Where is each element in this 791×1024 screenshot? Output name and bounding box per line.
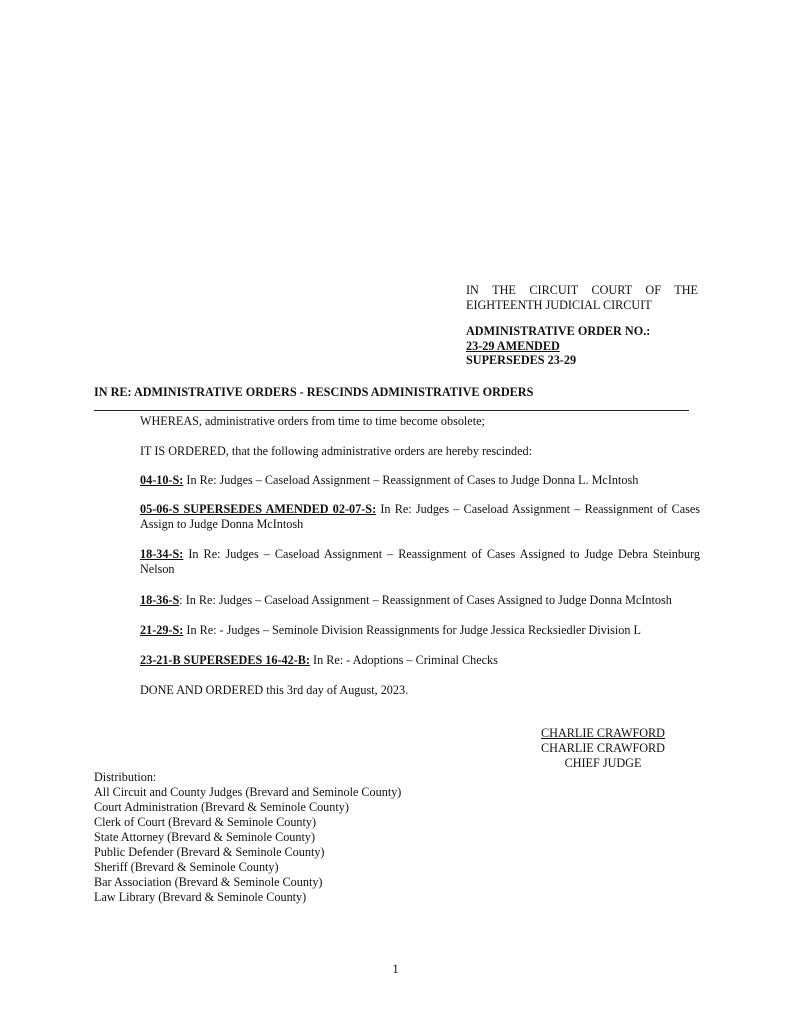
order-code: 05-06-S SUPERSEDES AMENDED 02-07-S:	[140, 502, 377, 516]
order-description: : In Re: Judges – Caseload Assignment – Reassignment of Cases Assigned to Judge Donna McIntosh	[179, 593, 672, 607]
list-item: Sheriff (Brevard & Seminole County)	[94, 860, 279, 874]
rescinded-order-item	[140, 593, 700, 608]
ordered-paragraph: IT IS ORDERED, that the following administrative orders are hereby rescinded:	[140, 444, 533, 458]
order-label: ADMINISTRATIVE ORDER NO.:	[466, 324, 651, 338]
signed-name: CHARLIE CRAWFORD	[541, 726, 665, 740]
list-item: Court Administration (Brevard & Seminole County)	[94, 800, 349, 814]
order-description: In Re: - Adoptions – Criminal Checks	[309, 653, 498, 667]
distribution-list	[94, 770, 401, 905]
order-code: 04-10-S:	[140, 473, 184, 487]
list-item: State Attorney (Brevard & Seminole County)	[94, 830, 316, 844]
order-description: In Re: Judges – Caseload Assignment – Reassignment of Cases Assigned to Judge Debra Steinburg Nelson	[140, 547, 700, 576]
page-number: 1	[392, 962, 399, 976]
heading-divider	[94, 410, 689, 411]
list-item: All Circuit and County Judges (Brevard and Seminole County)	[94, 785, 402, 799]
list-item: Law Library (Brevard & Seminole County)	[94, 890, 307, 904]
order-description: In Re: Judges – Caseload Assignment – Reassignment of Cases Assign to Judge Donna McIntosh	[140, 502, 700, 531]
order-number: 23-29 AMENDED	[466, 338, 560, 353]
order-description: In Re: Judges – Caseload Assignment – Reassignment of Cases to Judge Donna L. McIntosh	[183, 473, 639, 487]
order-number-block	[466, 324, 650, 368]
list-item: Public Defender (Brevard & Seminole County)	[94, 845, 325, 859]
distribution-heading: Distribution:	[94, 770, 157, 784]
circuit-name-line: EIGHTEENTH JUDICIAL CIRCUIT	[466, 298, 652, 312]
order-code: 21-29-S:	[140, 623, 184, 637]
whereas-paragraph: WHEREAS, administrative orders from time to time become obsolete;	[140, 414, 485, 428]
order-code: 18-36-S	[140, 593, 180, 607]
order-supersedes: SUPERSEDES 23-29	[466, 353, 577, 367]
order-code: 23-21-B SUPERSEDES 16-42-B:	[140, 653, 310, 667]
judge-title: CHIEF JUDGE	[564, 756, 642, 770]
in-re-heading: IN RE: ADMINISTRATIVE ORDERS - RESCINDS ADMINISTRATIVE ORDERS	[94, 385, 534, 399]
order-description: In Re: - Judges – Seminole Division Reassignments for Judge Jessica Recksiedler Division L	[183, 623, 641, 637]
court-name-line: IN THE CIRCUIT COURT OF THE	[466, 283, 698, 297]
judge-name: CHARLIE CRAWFORD	[541, 741, 665, 755]
rescinded-order-item	[140, 473, 700, 488]
rescinded-order-item	[140, 502, 700, 532]
order-code: 18-34-S:	[140, 547, 184, 561]
rescinded-order-item	[140, 547, 700, 577]
court-caption	[466, 283, 698, 313]
list-item: Bar Association (Brevard & Seminole County)	[94, 875, 323, 889]
rescinded-order-item	[140, 623, 700, 638]
list-item: Clerk of Court (Brevard & Seminole County)	[94, 815, 317, 829]
done-and-ordered: DONE AND ORDERED this 3rd day of August, 2023.	[140, 683, 409, 697]
signature-block	[520, 726, 686, 771]
rescinded-order-item	[140, 653, 700, 668]
